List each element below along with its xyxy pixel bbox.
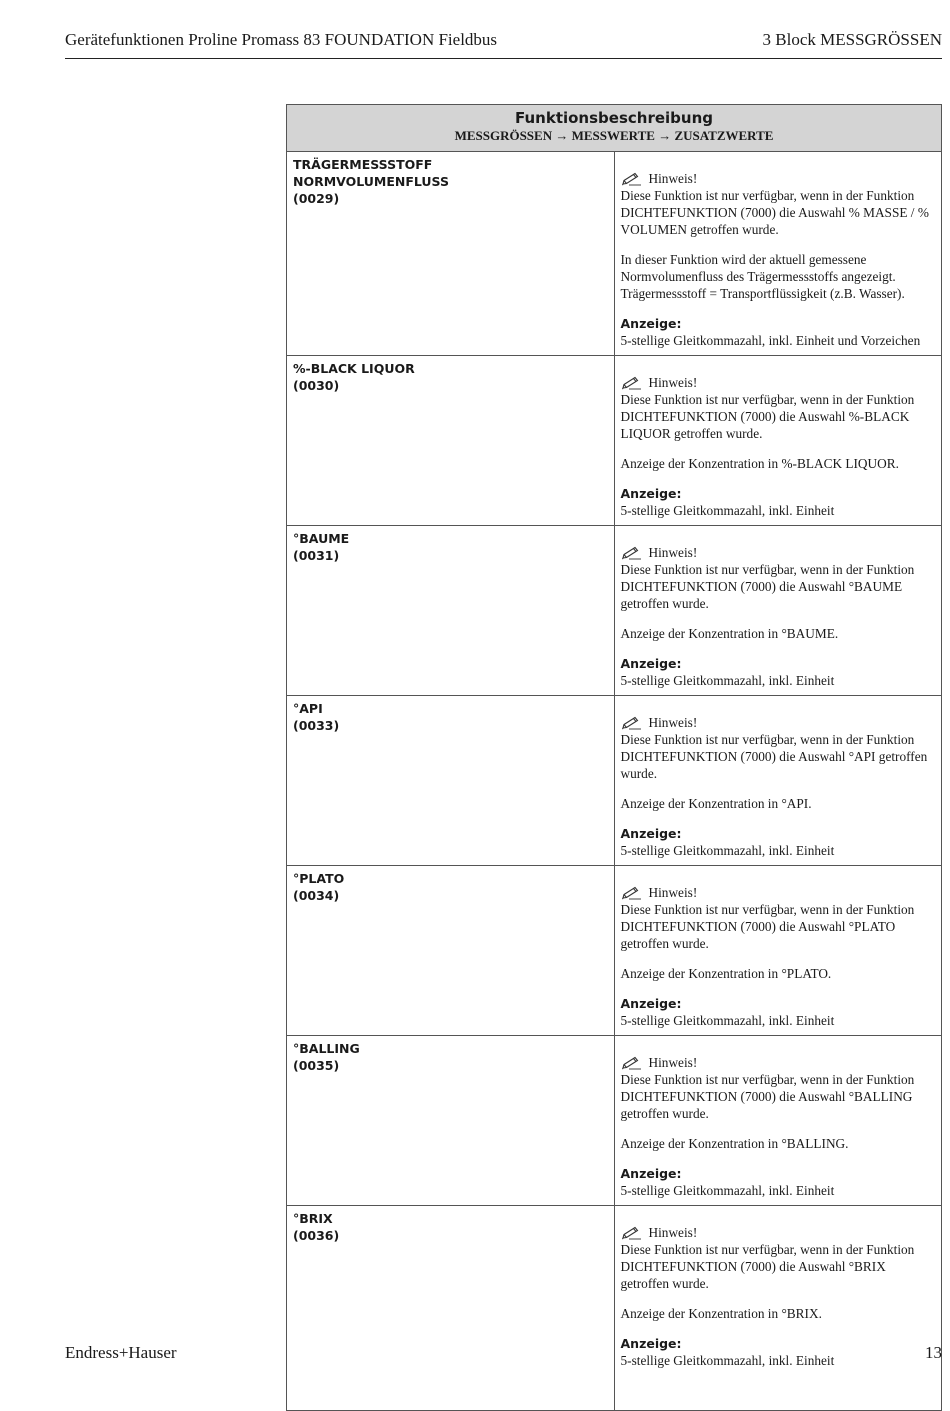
hint-text: Diese Funktion ist nur verfügbar, wenn in der Funktion DICHTEFUNKTION (7000) die Auswahl °BALLING getroffen wurde. — [620, 1072, 915, 1121]
function-name-cell — [287, 1206, 615, 1411]
display-label: Anzeige: — [620, 826, 682, 841]
table-row — [287, 526, 942, 696]
hint-text: Diese Funktion ist nur verfügbar, wenn in der Funktion DICHTEFUNKTION (7000) die Auswahl °BAUME getroffen wurde. — [620, 562, 915, 611]
pencil-note-icon — [621, 716, 643, 730]
function-name-line: (0031) — [293, 548, 340, 563]
function-description: Anzeige der Konzentration in °BRIX. — [620, 1306, 822, 1321]
function-name-cell — [287, 1036, 615, 1206]
function-name-cell — [287, 526, 615, 696]
function-description: Anzeige der Konzentration in °BAUME. — [620, 626, 839, 641]
hint-heading — [621, 1054, 936, 1071]
hint-label: Hinweis! — [648, 885, 698, 900]
function-description: Anzeige der Konzentration in °API. — [620, 796, 812, 811]
function-name-line: (0030) — [293, 378, 340, 393]
display-label: Anzeige: — [620, 656, 682, 671]
pencil-note-icon — [621, 1056, 643, 1070]
function-name-line: (0034) — [293, 888, 340, 903]
function-description-cell — [614, 1206, 942, 1411]
display-label: Anzeige: — [620, 996, 682, 1011]
hint-text: Diese Funktion ist nur verfügbar, wenn in der Funktion DICHTEFUNKTION (7000) die Auswahl °API getroffen wurde. — [620, 732, 928, 781]
display-value: 5-stellige Gleitkommazahl, inkl. Einheit — [620, 503, 835, 518]
hint-label: Hinweis! — [648, 171, 698, 186]
table-row — [287, 356, 942, 526]
hint-label: Hinweis! — [648, 375, 698, 390]
table-title: Funktionsbeschreibung — [514, 109, 713, 127]
hint-heading — [621, 884, 936, 901]
hint-text: Diese Funktion ist nur verfügbar, wenn in der Funktion DICHTEFUNKTION (7000) die Auswahl % MASSE / % VOLUMEN getroffen wurde. — [620, 188, 929, 237]
table-row — [287, 1206, 942, 1411]
function-name-cell — [287, 696, 615, 866]
function-description-table — [286, 104, 942, 1411]
display-label: Anzeige: — [620, 486, 682, 501]
pencil-note-icon — [621, 546, 643, 560]
function-name-line: (0035) — [293, 1058, 340, 1073]
hint-heading — [621, 544, 936, 561]
display-label: Anzeige: — [620, 1166, 682, 1181]
function-description-cell — [614, 866, 942, 1036]
function-name-line: (0036) — [293, 1228, 340, 1243]
hint-label: Hinweis! — [648, 545, 698, 560]
hint-heading — [621, 714, 936, 731]
company-name: Endress+Hauser — [65, 1343, 177, 1362]
page-number: 13 — [925, 1343, 942, 1362]
function-name-line: TRÄGERMESSSTOFF — [293, 157, 433, 172]
hint-text: Diese Funktion ist nur verfügbar, wenn in der Funktion DICHTEFUNKTION (7000) die Auswahl °PLATO getroffen wurde. — [620, 902, 915, 951]
function-description-cell — [614, 152, 942, 356]
function-description: Anzeige der Konzentration in °PLATO. — [620, 966, 832, 981]
pencil-note-icon — [621, 1226, 643, 1240]
menu-path: MESSGRÖSSEN → MESSWERTE → ZUSATZWERTE — [454, 128, 774, 143]
function-name-line: NORMVOLUMENFLUSS — [293, 174, 449, 189]
function-name-line: °API — [293, 701, 323, 716]
display-value: 5-stellige Gleitkommazahl, inkl. Einheit — [620, 1183, 835, 1198]
display-value: 5-stellige Gleitkommazahl, inkl. Einheit und Vorzeichen — [620, 333, 921, 348]
function-description-cell — [614, 356, 942, 526]
section-title: 3 Block MESSGRÖSSEN — [762, 30, 942, 49]
function-name-cell — [287, 152, 615, 356]
document-title: Gerätefunktionen Proline Promass 83 FOUNDATION Fieldbus — [65, 30, 498, 49]
display-label: Anzeige: — [620, 316, 682, 331]
hint-heading — [621, 170, 936, 187]
function-name-line: (0029) — [293, 191, 340, 206]
function-name-cell — [287, 356, 615, 526]
function-description-cell — [614, 1036, 942, 1206]
function-description: In dieser Funktion wird der aktuell gemessene Normvolumenfluss des Trägermessstoffs angezeigt. Trägermessstoff = Transportflüssigkeit (z.B. Wasser). — [620, 252, 905, 301]
function-name-line: °BRIX — [293, 1211, 333, 1226]
pencil-note-icon — [621, 886, 643, 900]
function-description-cell — [614, 526, 942, 696]
table-header — [287, 105, 942, 152]
function-name-line: (0033) — [293, 718, 340, 733]
display-value: 5-stellige Gleitkommazahl, inkl. Einheit — [620, 1013, 835, 1028]
table-row — [287, 696, 942, 866]
page-header — [65, 30, 942, 59]
hint-label: Hinweis! — [648, 715, 698, 730]
function-name-line: °BAUME — [293, 531, 350, 546]
table-row — [287, 866, 942, 1036]
hint-text: Diese Funktion ist nur verfügbar, wenn in der Funktion DICHTEFUNKTION (7000) die Auswahl °BRIX getroffen wurde. — [620, 1242, 915, 1291]
function-description: Anzeige der Konzentration in °BALLING. — [620, 1136, 849, 1151]
display-value: 5-stellige Gleitkommazahl, inkl. Einheit — [620, 673, 835, 688]
page-footer — [65, 1343, 942, 1363]
function-name-line: °PLATO — [293, 871, 345, 886]
table-row — [287, 1036, 942, 1206]
function-name-line: %-BLACK LIQUOR — [293, 361, 415, 376]
function-description-cell — [614, 696, 942, 866]
function-name-line: °BALLING — [293, 1041, 360, 1056]
hint-label: Hinweis! — [648, 1225, 698, 1240]
display-value: 5-stellige Gleitkommazahl, inkl. Einheit — [620, 1353, 835, 1368]
hint-heading — [621, 374, 936, 391]
hint-heading — [621, 1224, 936, 1241]
function-name-cell — [287, 866, 615, 1036]
display-label: Anzeige: — [620, 1336, 682, 1351]
function-description: Anzeige der Konzentration in %-BLACK LIQUOR. — [620, 456, 899, 471]
function-rows — [287, 152, 942, 1411]
display-value: 5-stellige Gleitkommazahl, inkl. Einheit — [620, 843, 835, 858]
table-row — [287, 152, 942, 356]
hint-label: Hinweis! — [648, 1055, 698, 1070]
hint-text: Diese Funktion ist nur verfügbar, wenn in der Funktion DICHTEFUNKTION (7000) die Auswahl %-BLACK LIQUOR getroffen wurde. — [620, 392, 915, 441]
pencil-note-icon — [621, 172, 643, 186]
pencil-note-icon — [621, 376, 643, 390]
